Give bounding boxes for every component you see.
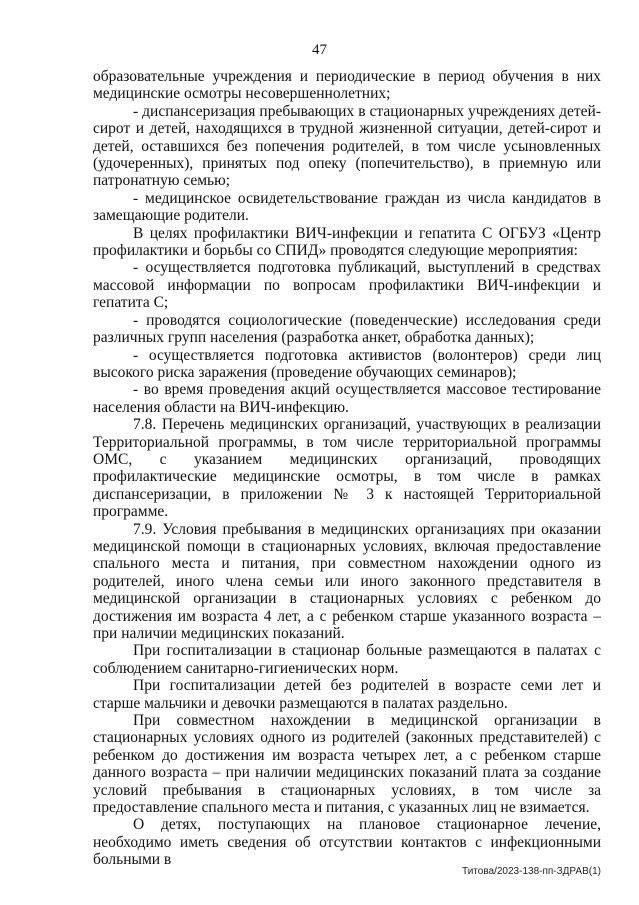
paragraph: О детях, поступающих на плановое стационарное лечение, необходимо иметь сведения об отсутствии контактов с инфекционными больными в <box>93 816 601 869</box>
paragraph: - осуществляется подготовка публикаций, выступлений в средствах массовой информации по вопросам профилактики ВИЧ-инфекции и гепатита С; <box>93 259 601 312</box>
paragraph: - медицинское освидетельствование граждан из числа кандидатов в замещающие родители. <box>93 189 601 225</box>
paragraph: - проводятся социологические (поведенческие) исследования среди различных групп населения (разработка анкет, обработка данных); <box>93 311 601 347</box>
paragraph: 7.8. Перечень медицинских организаций, участвующих в реализации Территориальной программы, в том числе территориальной программы ОМС, с указанием медицинских организаций, проводящих профилактические медицинские осмотры, в том числе в рамках диспансеризации, в приложении № 3 к настоящей Территориальной программе. <box>93 416 601 521</box>
page-number: 47 <box>312 42 327 58</box>
paragraph: 7.9. Условия пребывания в медицинских организациях при оказании медицинской помощи в стационарных условиях, включая предоставление спального места и питания, при совместном нахождении одного из родителей, иного члена семьи или иного законного представителя в медицинской организации в стационарных условиях с ребенком до достижения им возраста 4 лет, а с ребенком старше указанного возраста – при наличии медицинских показаний. <box>93 520 601 642</box>
paragraph: При госпитализации детей без родителей в возрасте семи лет и старше мальчики и девочки размещаются в палатах раздельно. <box>93 677 601 712</box>
paragraph: образовательные учреждения и периодические в период обучения в них медицинские осмотры несовершеннолетних; <box>93 68 601 103</box>
paragraph: В целях профилактики ВИЧ-инфекции и гепатита С ОГБУЗ «Центр профилактики и борьбы со СПИД» проводятся следующие мероприятия: <box>93 224 601 260</box>
paragraph: - диспансеризация пребывающих в стационарных учреждениях детей-сирот и детей, находящихся в трудной жизненной ситуации, детей-сирот и детей, оставшихся без попечения родителей, в том числе усыновленных (удочеренных), принятых под опеку (попечительство), в приемную или патронатную семью; <box>93 102 601 190</box>
body-text <box>93 68 601 869</box>
document-footer-id: Титова/2023-138-пп-ЗДРАВ(1) <box>462 866 601 877</box>
paragraph: - во время проведения акций осуществляется массовое тестирование населения области на ВИЧ-инфекцию. <box>93 381 601 416</box>
paragraph: При госпитализации в стационар больные размещаются в палатах с соблюдением санитарно-гигиенических норм. <box>93 642 601 677</box>
paragraph: - осуществляется подготовка активистов (волонтеров) среди лиц высокого риска заражения (проведение обучающих семинаров); <box>93 346 601 381</box>
paragraph: При совместном нахождении в медицинской организации в стационарных условиях одного из родителей (законных представителей) с ребенком до достижения им возраста четырех лет, а с ребенком старше данного возраста – при наличии медицинских показаний плата за создание условий пребывания в стационарных условиях, в том числе за предоставление спального места и питания, с указанных лиц не взимается. <box>93 712 601 817</box>
